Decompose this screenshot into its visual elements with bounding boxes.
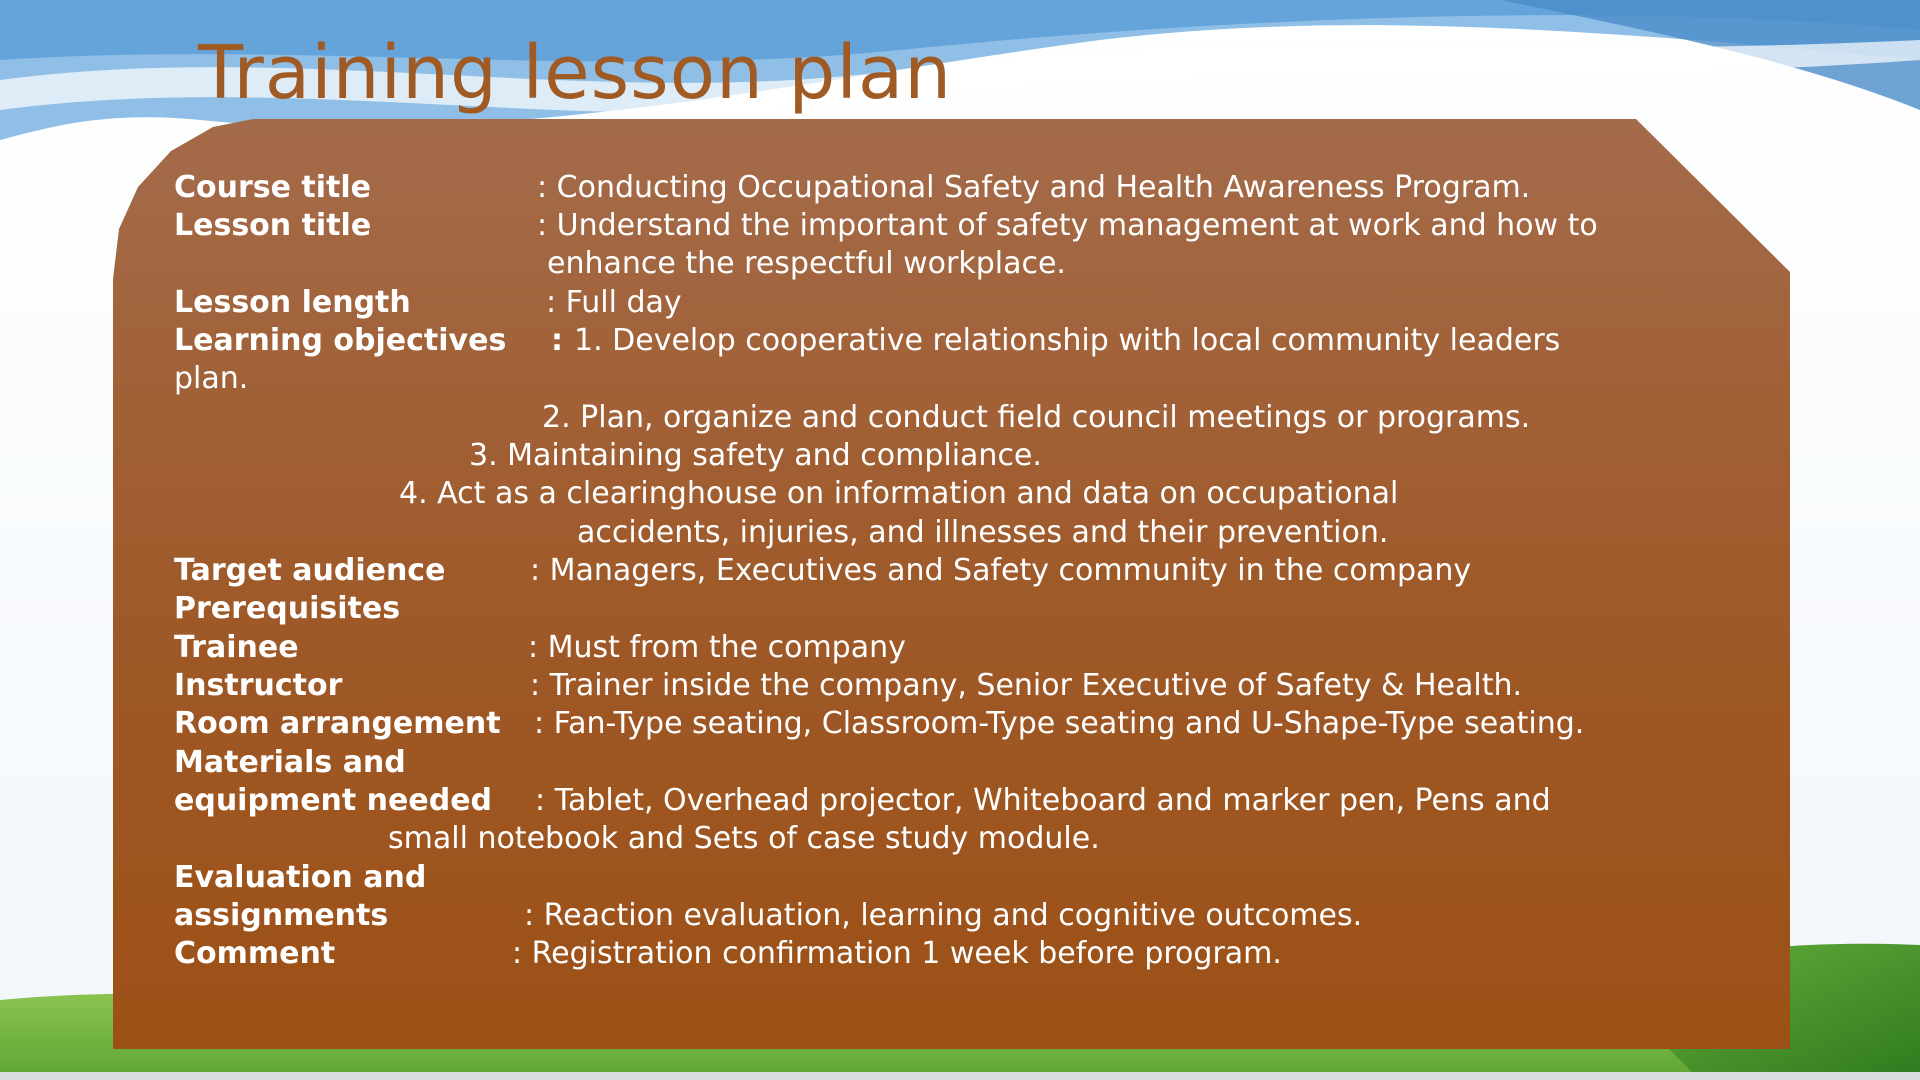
trainee-value: : Must from the company — [528, 630, 906, 665]
course-title-value: : Conducting Occupational Safety and Health Awareness Program. — [537, 170, 1531, 205]
room-arrangement-label: Room arrangement — [174, 706, 501, 741]
objective-1: 1. Develop cooperative relationship with local community leaders — [574, 323, 1561, 358]
lesson-length-label: Lesson length — [174, 285, 411, 320]
lesson-length-value: : Full day — [546, 285, 682, 320]
prerequisites-label: Prerequisites — [174, 591, 401, 626]
materials-value-cont: small notebook and Sets of case study module. — [388, 821, 1100, 856]
objective-4-cont: accidents, injuries, and illnesses and their prevention. — [577, 515, 1389, 550]
evaluation-label-cont: assignments — [174, 898, 389, 933]
comment-value: : Registration confirmation 1 week before program. — [512, 936, 1282, 971]
objective-3: 3. Maintaining safety and compliance. — [469, 438, 1042, 473]
evaluation-label: Evaluation and — [174, 860, 427, 895]
ground-strip — [0, 1072, 1920, 1080]
target-audience-value: : Managers, Executives and Safety community in the company — [530, 553, 1472, 588]
instructor-label: Instructor — [174, 668, 343, 703]
learning-objectives-label: Learning objectives — [174, 323, 507, 358]
lesson-title-value: : Understand the important of safety management at work and how to — [537, 208, 1598, 243]
learning-objectives-colon: : — [551, 323, 563, 358]
objective-1-cont: plan. — [174, 361, 249, 396]
slide-title: Training lesson plan — [198, 30, 953, 116]
comment-label: Comment — [174, 936, 336, 971]
instructor-value: : Trainer inside the company, Senior Executive of Safety & Health. — [530, 668, 1523, 703]
materials-label-cont: equipment needed — [174, 783, 493, 818]
lesson-title-label: Lesson title — [174, 208, 372, 243]
materials-label: Materials and — [174, 745, 406, 780]
trainee-label: Trainee — [174, 630, 299, 665]
course-title-label: Course title — [174, 170, 372, 205]
evaluation-value: : Reaction evaluation, learning and cognitive outcomes. — [524, 898, 1363, 933]
room-arrangement-value: : Fan-Type seating, Classroom-Type seating and U-Shape-Type seating. — [534, 706, 1585, 741]
materials-value: : Tablet, Overhead projector, Whiteboard and marker pen, Pens and — [535, 783, 1551, 818]
objective-4: 4. Act as a clearinghouse on information and data on occupational — [399, 476, 1399, 511]
lesson-title-value-cont: enhance the respectful workplace. — [547, 246, 1066, 281]
objective-2: 2. Plan, organize and conduct field council meetings or programs. — [542, 400, 1531, 435]
target-audience-label: Target audience — [174, 553, 446, 588]
